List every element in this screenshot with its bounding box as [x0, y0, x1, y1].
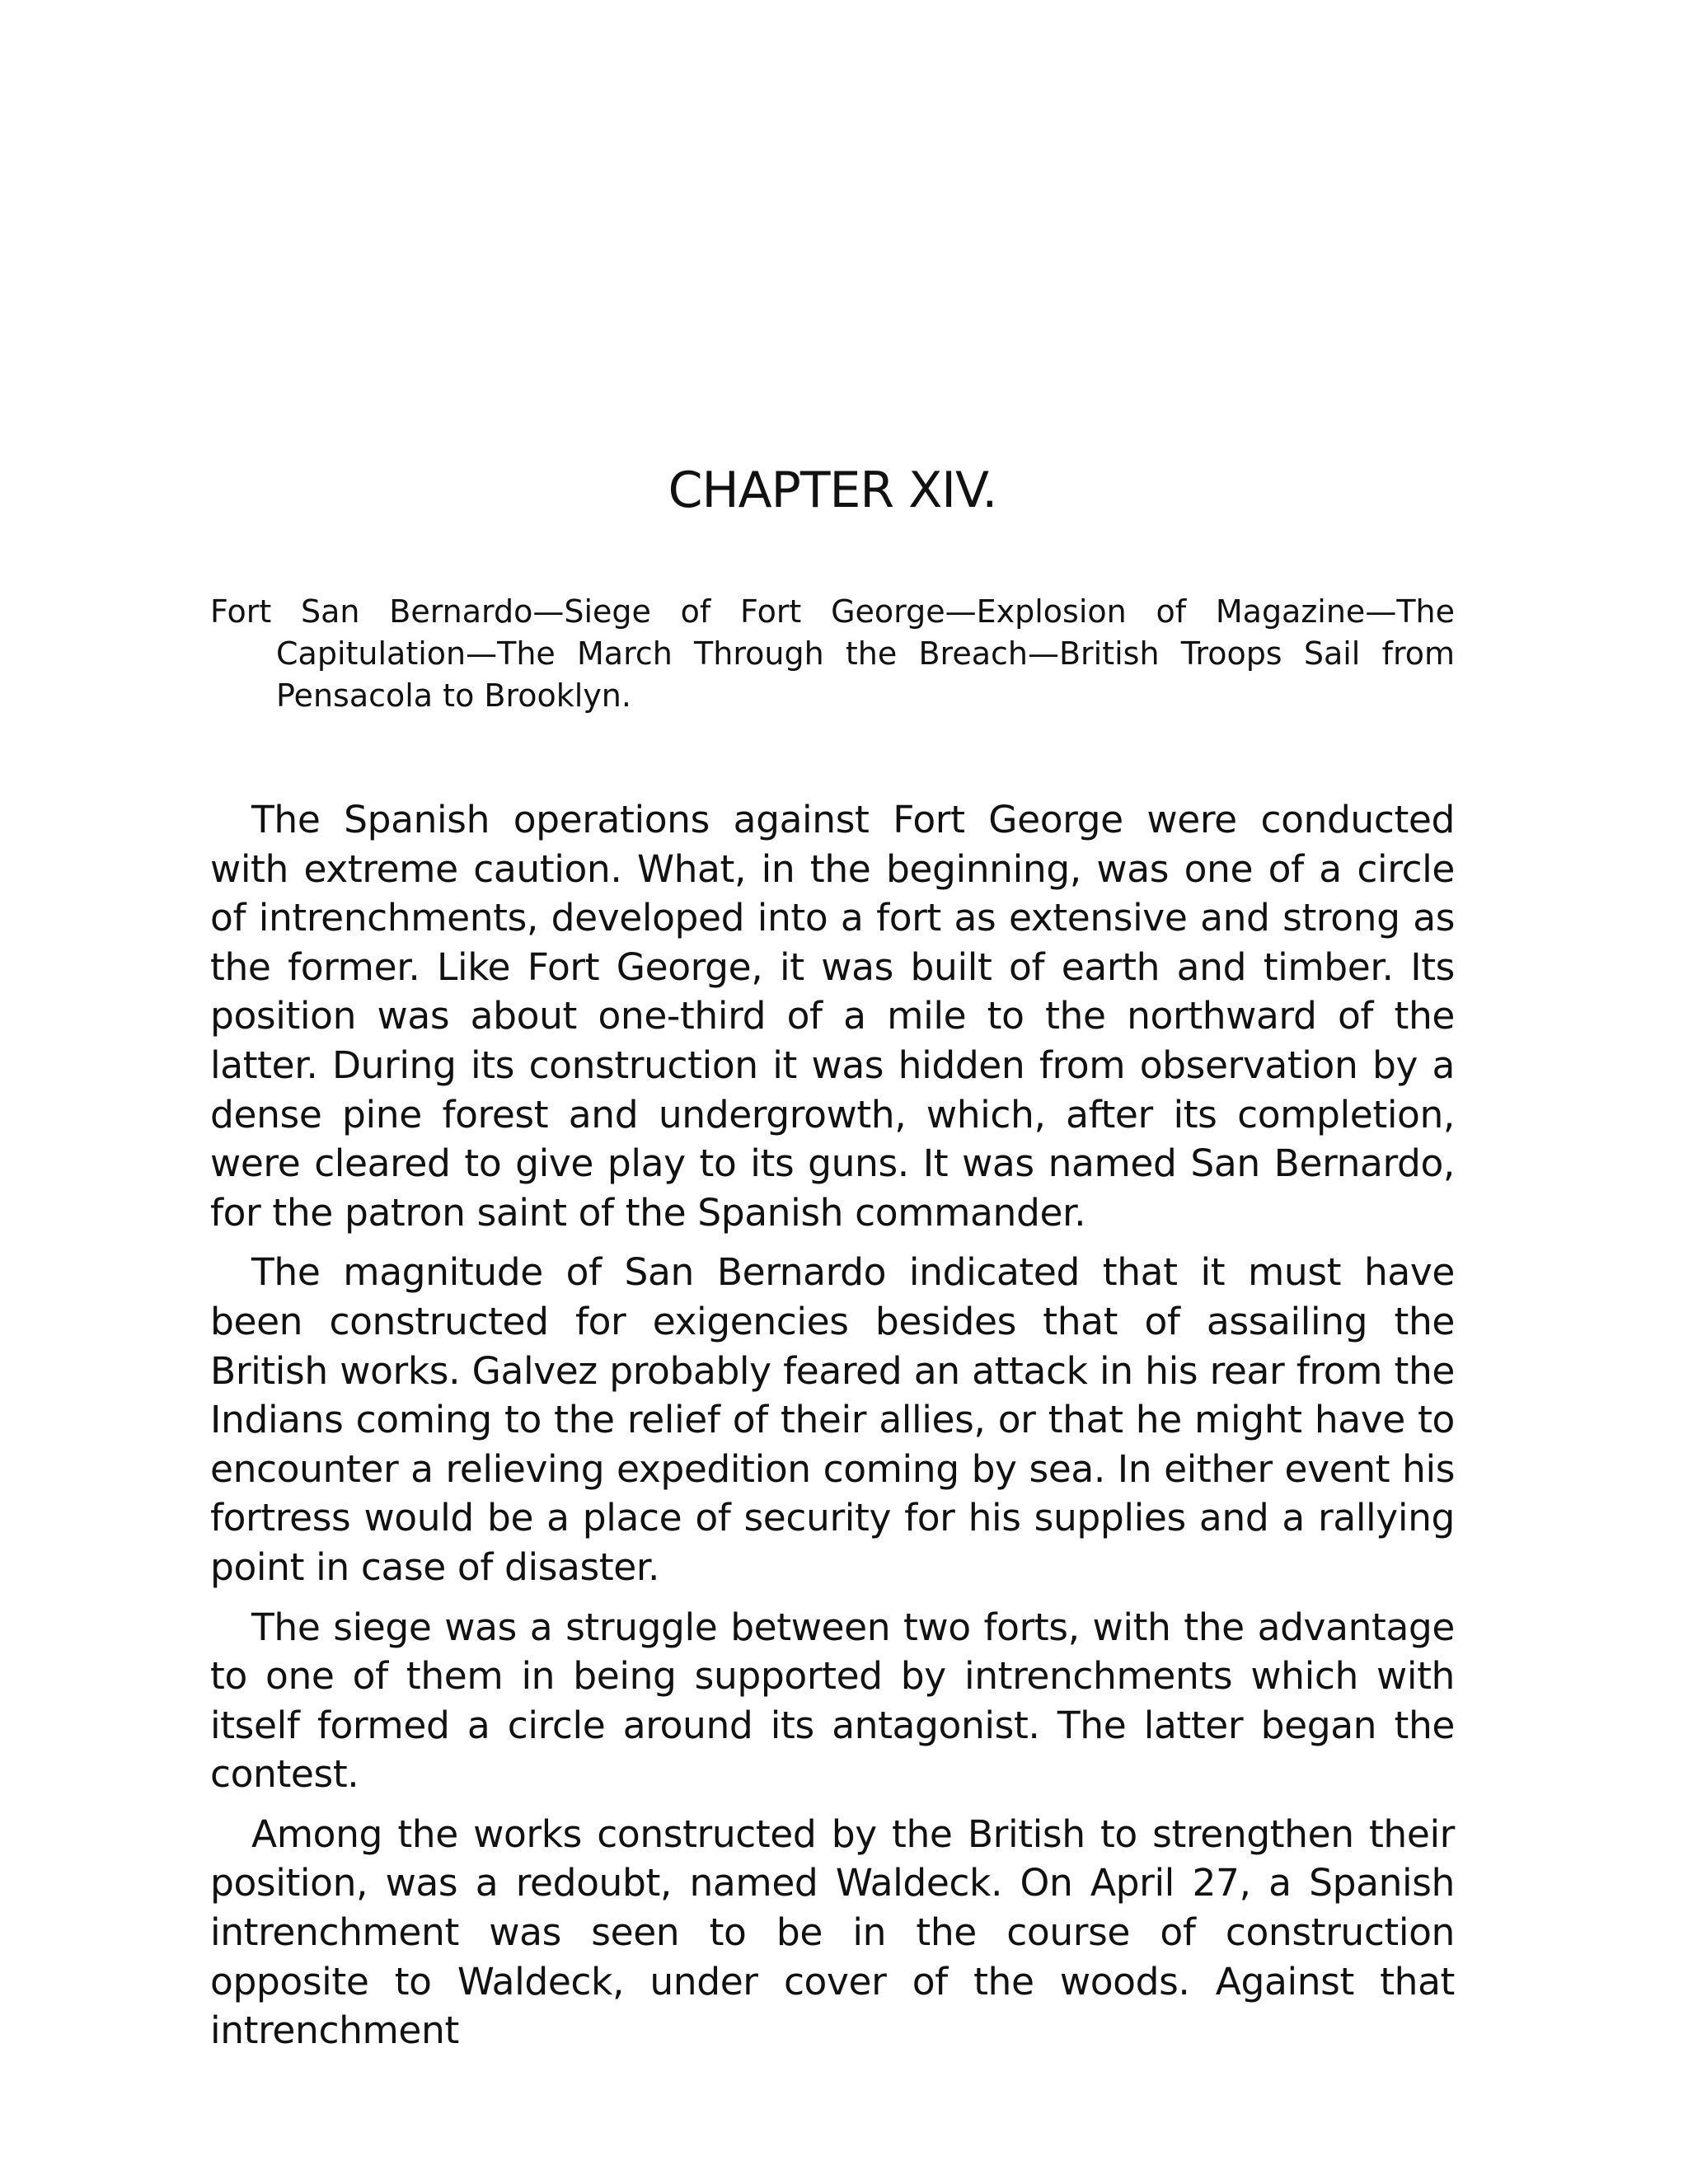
chapter-body [210, 795, 1455, 2066]
chapter-title: CHAPTER XIV. [668, 462, 997, 519]
paragraph: The magnitude of San Bernardo indicated that it must have been constructed for exigencies besides that of assailing the British works. Galvez probably feared an attack in his rear from the Indians coming to the relief of their allies, or that he might have to encounter a relieving expedition coming by sea. In either event his fortress would be a place of security for his supplies and a rallying point in case of disaster. [210, 1250, 1455, 1589]
paragraph: The Spanish operations against Fort George were conducted with extreme caution. What, in the beginning, was one of a circle of intrenchments, developed into a fort as extensive and strong as the former. Like Fort George, it was built of earth and timber. Its position was about one-third of a mile to the northward of the latter. During its construction it was hidden from observation by a dense pine forest and undergrowth, which, after its completion, were cleared to give play to its guns. It was named San Bernardo, for the patron saint of the Spanish commander. [210, 798, 1455, 1235]
book-page [210, 0, 1455, 2184]
chapter-synopsis: Fort San Bernardo—Siege of Fort George—Explosion of Magazine—The Capitulation—The March Through the Breach—British Troops Sail from Pensacola to Brooklyn. [210, 593, 1455, 714]
paragraph: Among the works constructed by the British to strengthen their position, was a redoubt, named Waldeck. On April 27, a Spanish intrenchment was seen to be in the course of construction opposite to Waldeck, under cover of the woods. Against that intrenchment [210, 1811, 1455, 2053]
paragraph: The siege was a struggle between two forts, with the advantage to one of them in being supported by intrenchments which with itself formed a circle around its antagonist. The latter began the contest. [210, 1605, 1455, 1797]
